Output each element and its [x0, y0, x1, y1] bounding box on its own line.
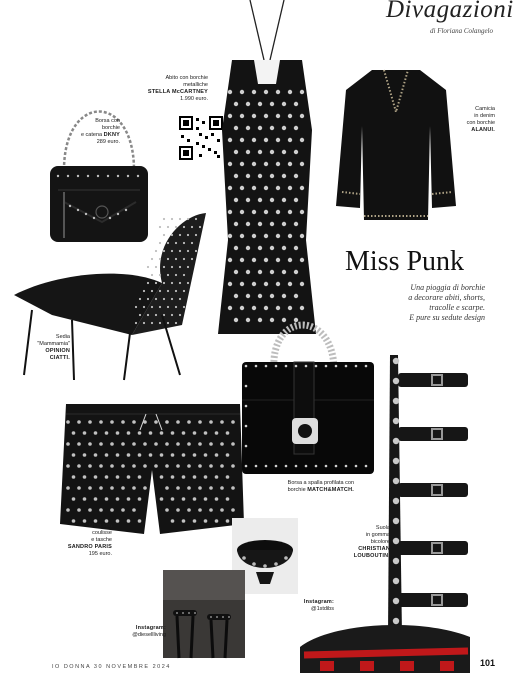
- caption-price: 195 euro.: [88, 551, 112, 557]
- instagram-handle: @1stdibs: [310, 606, 334, 612]
- byline: di Floriana Colangelo: [430, 27, 493, 35]
- deck-line: tracolle e scarpe.: [429, 303, 485, 312]
- caption-price: 289 euro.: [96, 139, 120, 145]
- caption-line: Sedia: [55, 334, 70, 340]
- dress-caption: [140, 75, 208, 103]
- caption-brand: SANDRO PARIS: [67, 544, 112, 550]
- caption-brand: ALANUI.: [471, 127, 495, 133]
- deck: [360, 283, 485, 323]
- studded-gladiator-sandal-image: [300, 355, 490, 680]
- bag-caption: [50, 118, 120, 146]
- shirt-caption: [440, 106, 495, 134]
- shorts-caption: [56, 523, 112, 558]
- chair-caption: [28, 334, 70, 362]
- instagram-diesel-caption: [116, 625, 166, 639]
- sandal-caption: [342, 525, 390, 560]
- deck-line: E pure su sedute design: [409, 313, 485, 322]
- caption-line: Borsa a spalla profilata con: [287, 480, 354, 486]
- caption-brand: STELLA McCARTNEY: [147, 89, 208, 95]
- caption-line: "Mammamia": [37, 341, 70, 347]
- headline: Miss Punk: [345, 246, 465, 277]
- studded-halter-dress-image: [202, 0, 332, 340]
- instagram-1stdibs-caption: [286, 599, 334, 613]
- caption-line: borchie: [287, 487, 306, 493]
- caption-line: e tasche: [91, 537, 112, 543]
- caption-brand: DKNY: [103, 132, 120, 138]
- deck-line: a decorare abiti, shorts,: [408, 293, 485, 302]
- caption-line: Borsa con: [95, 118, 120, 124]
- caption-line: in denim: [474, 113, 495, 119]
- caption-line: borchie: [101, 125, 120, 131]
- caption-line: coulisse: [92, 530, 112, 536]
- caption-line: e catena: [80, 132, 103, 138]
- caption-line: Suola: [375, 525, 390, 531]
- caption-label: Instagram:: [303, 599, 334, 605]
- caption-brand: LOUBOUTIN.: [353, 553, 390, 559]
- studded-shorts-image: [56, 400, 246, 540]
- caption-label: Instagram:: [135, 625, 166, 631]
- instagram-handle: @diesellliving: [132, 632, 166, 638]
- studded-stools-interior-image: [163, 570, 245, 658]
- caption-brand: OPINION: [45, 348, 70, 354]
- issue-folio: IO DONNA 30 NOVEMBRE 2024: [52, 664, 171, 670]
- caption-price: 1.990 euro.: [180, 96, 208, 102]
- page-number: 101: [480, 658, 496, 668]
- caption-line: Camicia: [475, 106, 495, 112]
- column-title: Divagazioni: [386, 0, 514, 23]
- studded-denim-tunic-image: [332, 66, 460, 226]
- caption-brand: CIATTI.: [49, 355, 70, 361]
- caption-line: Abito con borchie: [165, 75, 208, 81]
- deck-line: Una pioggia di borchie: [410, 283, 485, 292]
- caption-line: bicolore: [370, 539, 390, 545]
- caption-line: con borchie: [466, 120, 495, 126]
- caption-brand: CHRISTIAN: [358, 546, 390, 552]
- caption-line: in gomma: [365, 532, 390, 538]
- caption-line: Short con: [88, 523, 112, 529]
- caption-line: metalliche: [183, 82, 208, 88]
- caption-brand: MATCH&MATCH.: [307, 487, 354, 493]
